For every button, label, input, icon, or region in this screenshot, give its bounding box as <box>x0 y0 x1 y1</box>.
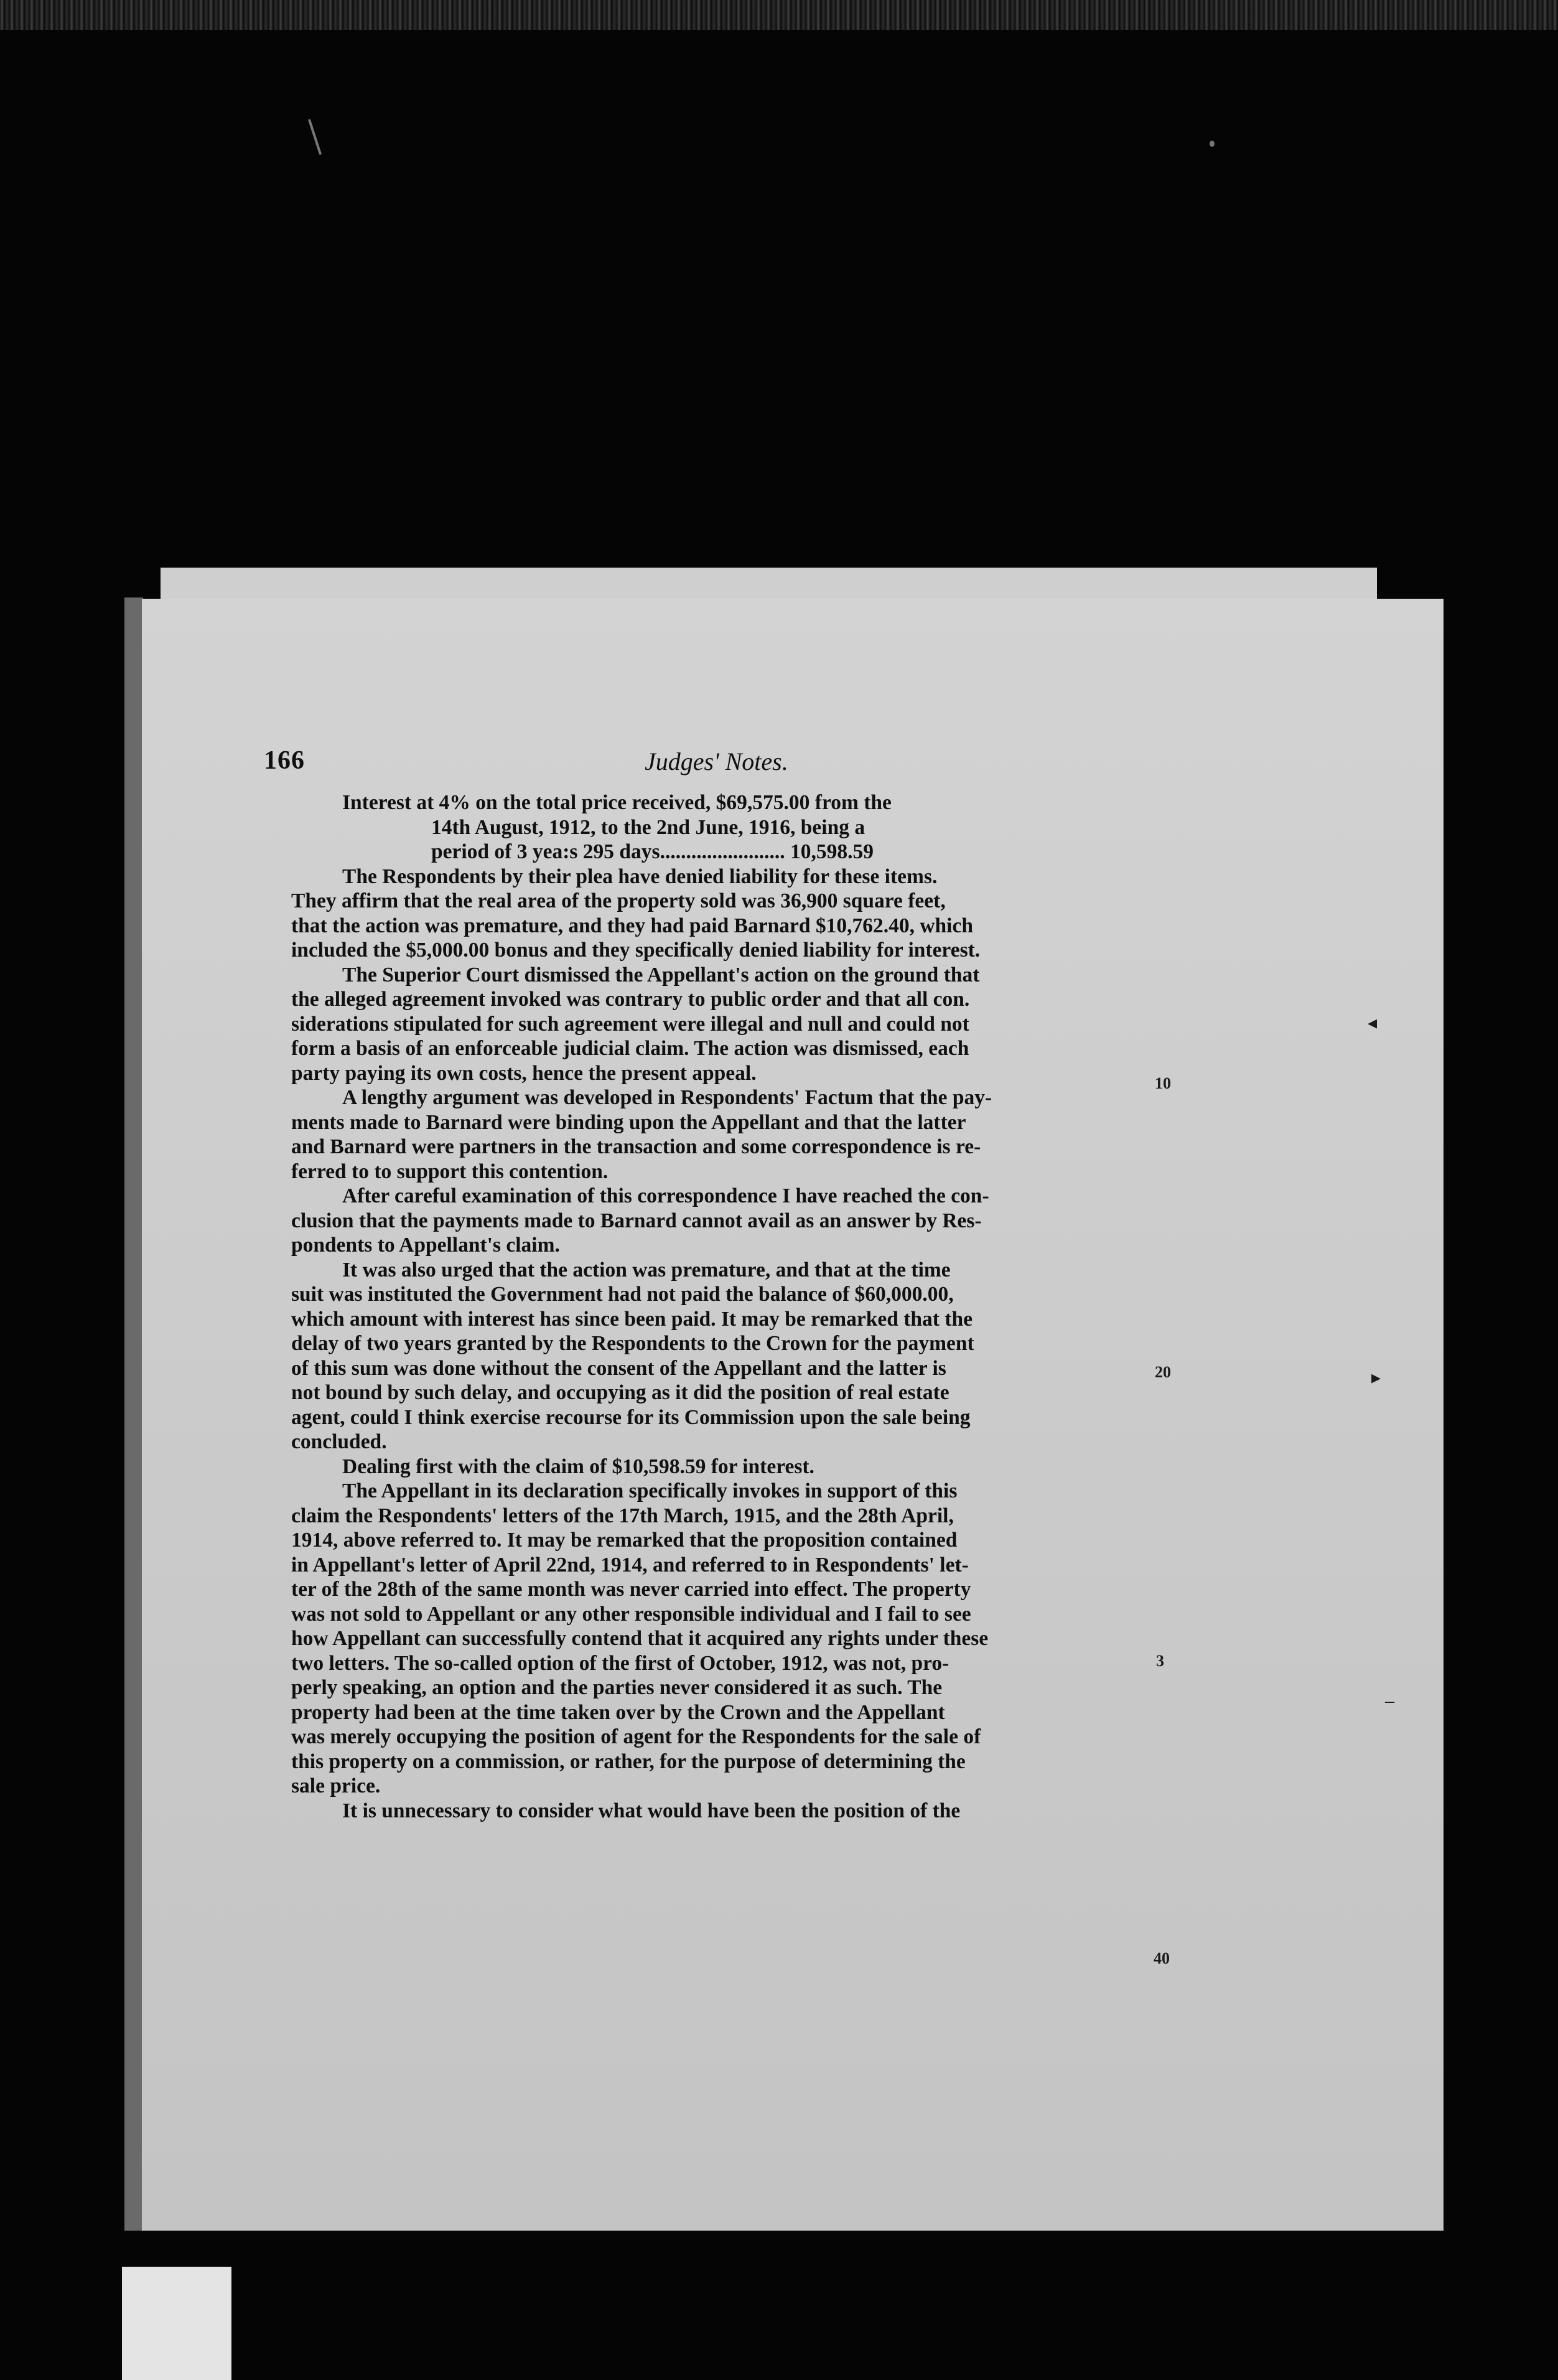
text-line: It is unnecessary to consider what would have been the position of the <box>342 1799 961 1822</box>
margin-mark: – <box>1385 1690 1394 1711</box>
text-line: the alleged agreement invoked was contrary to public order and that all con. <box>291 988 970 1011</box>
margin-line-number: 3 <box>1156 1652 1164 1670</box>
margin-line-number: 20 <box>1155 1363 1171 1381</box>
film-edge-strip <box>0 0 1558 30</box>
text-line: of this sum was done without the consent of the Appellant and the latter is <box>291 1356 946 1380</box>
film-speck <box>308 119 322 155</box>
page-number: 166 <box>264 746 305 775</box>
text-line: how Appellant can successfully contend that it acquired any rights under these <box>291 1627 989 1650</box>
text-line: two letters. The so-called option of the first of October, 1912, was not, pro- <box>291 1651 949 1675</box>
text-line: that the action was premature, and they had paid Barnard $10,762.40, which <box>291 914 973 937</box>
text-line: Dealing first with the claim of $10,598.59 for interest. <box>342 1455 814 1478</box>
text-line: was merely occupying the position of agent for the Respondents for the sale of <box>291 1725 981 1748</box>
text-line: 1914, above referred to. It may be remarked that the proposition contained <box>291 1529 958 1552</box>
text-line: which amount with interest has since been paid. It may be remarked that the <box>291 1307 973 1331</box>
text-line: The Superior Court dismissed the Appellant's action on the ground that <box>342 963 980 986</box>
running-title: Judges' Notes. <box>645 747 788 775</box>
text-line: ments made to Barnard were binding upon the Appellant and that the latter <box>291 1110 966 1134</box>
text-line: and Barnard were partners in the transaction and some correspondence is re- <box>291 1135 981 1158</box>
text-line: this property on a commission, or rather, for the purpose of determining the <box>291 1750 966 1773</box>
text-line: was not sold to Appellant or any other responsible individual and I fail to see <box>291 1602 971 1626</box>
text-line: form a basis of an enforceable judicial claim. The action was dismissed, each <box>291 1037 969 1060</box>
page-shadow <box>124 597 143 2231</box>
text-line: ter of the 28th of the same month was never carried into effect. The property <box>291 1578 971 1601</box>
text-line: Interest at 4% on the total price received, $69,575.00 from the <box>342 791 892 814</box>
lower-sheet-fragment <box>122 2267 231 2380</box>
text-line: clusion that the payments made to Barnard cannot avail as an answer by Res- <box>291 1209 982 1232</box>
text-line: After careful examination of this correspondence I have reached the con- <box>342 1184 989 1207</box>
text-line: delay of two years granted by the Respondents to the Crown for the payment <box>291 1332 974 1355</box>
text-line: sale price. <box>291 1774 381 1797</box>
text-line: They affirm that the real area of the property sold was 36,900 square feet, <box>291 889 946 912</box>
text-line: A lengthy argument was developed in Respondents' Factum that the pay- <box>342 1086 992 1109</box>
text-line: claim the Respondents' letters of the 17th March, 1915, and the 28th April, <box>291 1504 954 1527</box>
text-line: pondents to Appellant's claim. <box>291 1234 560 1257</box>
margin-mark: ▸ <box>1371 1367 1381 1388</box>
film-speck <box>1210 141 1215 147</box>
text-line: included the $5,000.00 bonus and they specifically denied liability for interest. <box>291 939 981 962</box>
margin-line-number: 10 <box>1155 1074 1171 1092</box>
margin-mark: ◂ <box>1368 1013 1378 1033</box>
margin-line-number: 40 <box>1154 1949 1170 1967</box>
text-line: party paying its own costs, hence the present appeal. <box>291 1061 757 1085</box>
text-line: The Respondents by their plea have denied liability for these items. <box>342 864 938 888</box>
text-line: concluded. <box>291 1430 387 1453</box>
text-line: The Appellant in its declaration specifically invokes in support of this <box>342 1479 958 1502</box>
text-line: siderations stipulated for such agreement were illegal and null and could not <box>291 1012 969 1036</box>
text-line: ferred to to support this contention. <box>291 1160 609 1183</box>
body-text <box>291 790 1262 1823</box>
text-line: period of 3 yea:s 295 days........................ 10,598.59 <box>431 840 874 863</box>
text-line: It was also urged that the action was premature, and that at the time <box>342 1258 951 1281</box>
text-line: property had been at the time taken over by the Crown and the Appellant <box>291 1700 945 1724</box>
text-line: in Appellant's letter of April 22nd, 1914, and referred to in Respondents' let- <box>291 1553 969 1577</box>
text-line: 14th August, 1912, to the 2nd June, 1916, being a <box>431 815 865 839</box>
text-line: suit was instituted the Government had not paid the balance of $60,000.00, <box>291 1283 954 1306</box>
text-line: perly speaking, an option and the parties never considered it as such. The <box>291 1676 943 1699</box>
text-line: agent, could I think exercise recourse for its Commission upon the sale being <box>291 1405 971 1429</box>
text-line: not bound by such delay, and occupying as it did the position of real estate <box>291 1381 949 1404</box>
document-page <box>142 599 1444 2231</box>
